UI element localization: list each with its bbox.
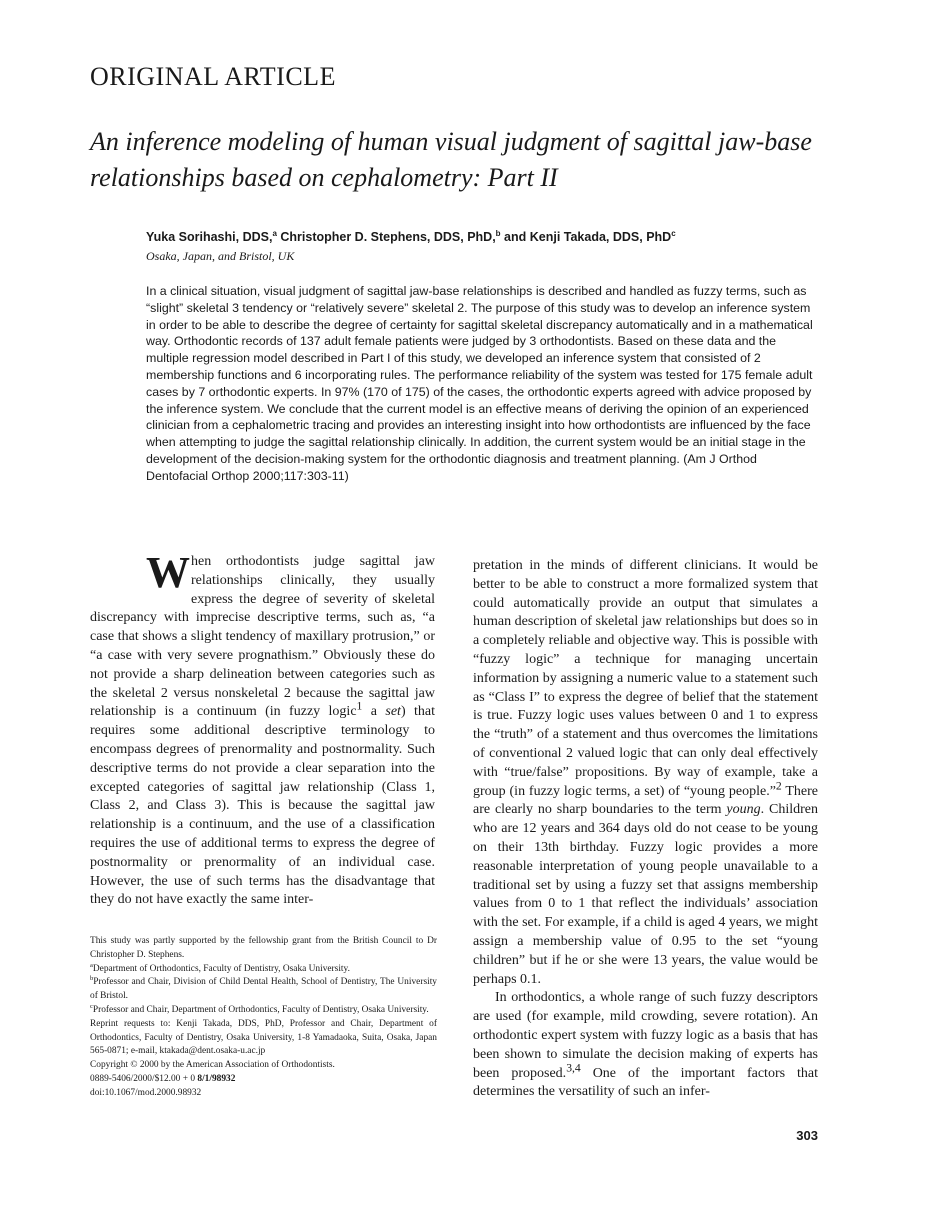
abstract: In a clinical situation, visual judgment of sagittal jaw-base relationships is described and handled as fuzzy terms, such as “slight” skeletal 3 tendency or “relatively severe” skeletal 2. The purpose of this study was to develop an inference system in order to be able to describe the degree of certainty for sagittal skeletal discrepancy automatically and in a mathematical way. Orthodontic records of 137 adult female patients were judged by 3 orthodontists. Based on these data and the multiple regression model described in Part I of this study, we developed an inference system that consisted of 2 membership functions and 6 incorporating rules. The performance reliability of the system was tested for 175 female adult cases by 7 orthodontic experts. In 97% (170 of 175) of the cases, the orthodontic experts agreed with advice proposed by the inference system. We conclude that the current model is an effective means of deriving the opinion of an experienced clinician from a cephalometric tracing and provides an interesting insight into how orthodontists are influenced by the face when attempting to judge the sagittal relationship clinically. In addition, the current system would be an initial stage in the development of the decision-making system for the orthodontic diagnosis and treatment planning. (Am J Orthod Dentofacial Orthop 2000;117:303-11) xyxy=(146,284,813,483)
citation-marker: 3,4 xyxy=(566,1060,581,1074)
footnote-text: Professor and Chair, Division of Child Dental Health, School of Dentistry, The University of Bristol. xyxy=(90,977,437,1002)
body-paragraph xyxy=(473,557,818,989)
body-column-right xyxy=(473,557,818,1102)
affiliation-marker: b xyxy=(495,228,501,238)
body-text: In orthodontics, a whole range of such fuzzy descriptors are used (for example, mild crowding, severe rotation). An orthodontic expert system with fuzzy logic as a basis that has been shown to simulate the decision making of experts has been proposed. xyxy=(473,990,818,1081)
affiliation-marker: b xyxy=(90,975,94,983)
author-name: Christopher D. Stephens, DDS, PhD, xyxy=(276,230,496,244)
footnote-text: Professor and Chair, Department of Orthodontics, Faculty of Dentistry, Osaka University. xyxy=(92,1004,429,1015)
footnote-affiliation-a xyxy=(90,963,437,977)
body-text: One of the important factors that determines the versatility of such an infer- xyxy=(473,1065,818,1100)
author-name: Yuka Sorihashi, DDS, xyxy=(146,230,273,244)
affiliation-marker: a xyxy=(272,228,277,238)
body-text: a xyxy=(362,704,386,720)
footnote-doi: doi:10.1067/mod.2000.98932 xyxy=(90,1087,202,1098)
footnote-issn xyxy=(90,1073,437,1087)
emphasis-text: set xyxy=(385,704,401,720)
body-paragraph xyxy=(473,989,818,1102)
author-name: and Kenji Takada, DDS, PhD xyxy=(500,230,672,244)
drop-cap: W xyxy=(146,548,190,597)
affiliation-marker: a xyxy=(90,961,93,969)
footnote-reprint: Reprint requests to: Kenji Takada, DDS, PhD, Professor and Chair, Department of Orthodontics, Faculty of Dentistry, Osaka University, 1-8 Yamadaoka, Suita, Osaka, Japan 565-0871; e-mail, ktakada@dent.osaka-u.ac.jp xyxy=(90,1018,437,1057)
footnote-text: Department of Orthodontics, Faculty of Dentistry, Osaka University. xyxy=(92,963,350,974)
footnotes xyxy=(90,935,437,1101)
article-title: An inference modeling of human visual judgment of sagittal jaw-base relationships based on cephalometry: Part II xyxy=(90,127,812,192)
author-list xyxy=(146,230,846,244)
body-text: . Children who are 12 years and 364 days old do not cease to be young on their 13th birthday. Fuzzy logic provides a more reasonable interpretation of young people unavailable to a traditional set by using a fuzzy set that assigns membership values from 0 to 1 that reflect the individuals’ association with the set. For example, if a child is aged 4 years, we might assign a membership value of 0.95 to the set “young children” but if he or she were 13 years, the value would be perhaps 0.1. xyxy=(473,802,818,987)
citation-marker: 2 xyxy=(775,778,782,792)
footnote-funding: This study was partly supported by the fellowship grant from the British Council to Dr Christopher D. Stephens. xyxy=(90,936,437,960)
footnote-copyright: Copyright © 2000 by the American Association of Orthodontists. xyxy=(90,1060,335,1071)
section-label: ORIGINAL ARTICLE xyxy=(90,62,336,91)
body-text: There are clearly no sharp boundaries to the term xyxy=(473,783,818,818)
body-column-left xyxy=(90,548,436,910)
citation-marker: 1 xyxy=(356,699,363,713)
affiliation-marker: c xyxy=(671,228,676,238)
footnote-bold-text: 8/1/98932 xyxy=(197,1073,236,1084)
body-text: hen orthodontists judge sagittal jaw relationships clinically, they usually express the degree of severity of skeletal discrepancy with imprecise descriptive terms, such as, “a case that shows a slight tendency of maxillary protrusion,” or “a case with very severe prognathism.” Obviously these do not provide a sharp delineation between categories such as the skeletal 2 versus nonskeletal 2 because the sagittal jaw relationship is a continuum (in fuzzy logic xyxy=(90,554,435,720)
affiliation-marker: c xyxy=(90,1002,93,1010)
page-number: 303 xyxy=(796,1128,818,1143)
emphasis-text: young xyxy=(726,802,761,818)
body-paragraph xyxy=(90,548,436,910)
author-location: Osaka, Japan, and Bristol, UK xyxy=(146,249,295,263)
body-text: ) that requires some additional descriptive terminology to encompass degrees of prenormality and postnormality. Such descriptive terms do not provide a clear separation into the excepted categories of sagittal jaw relationship (Class 1, Class 2, and Class 3). This is because the sagittal jaw relationship is a continuum, and the use of a classification requires the use of additional terms to express the degree of postnormality or prenormality of an individual case. However, the use of such terms has the disadvantage that they do not have exactly the same inter- xyxy=(90,704,436,908)
body-text: pretation in the minds of different clinicians. It would be better to be able to construct a more formalized system that could automatically provide an output that simulates a human description of skeletal jaw relationships but does so in a completely reliable and objective way. This is possible with “fuzzy logic” a technique for managing uncertain information by assigning a numeric value to a statement such as “Class I” to express the degree of belief that the statement is true. Fuzzy logic uses values between 0 and 1 to express the “truth” of a statement and thus overcomes the limitations of conventional 2 valued logic that can only deal effectively with “true/false” propositions. By way of example, take a group (in fuzzy logic terms, a set) of “young people.” xyxy=(473,558,818,799)
footnote-text: 0889-5406/2000/$12.00 + 0 xyxy=(90,1073,198,1084)
footnote-affiliation-b xyxy=(90,976,437,1004)
footnote-affiliation-c xyxy=(90,1004,437,1018)
